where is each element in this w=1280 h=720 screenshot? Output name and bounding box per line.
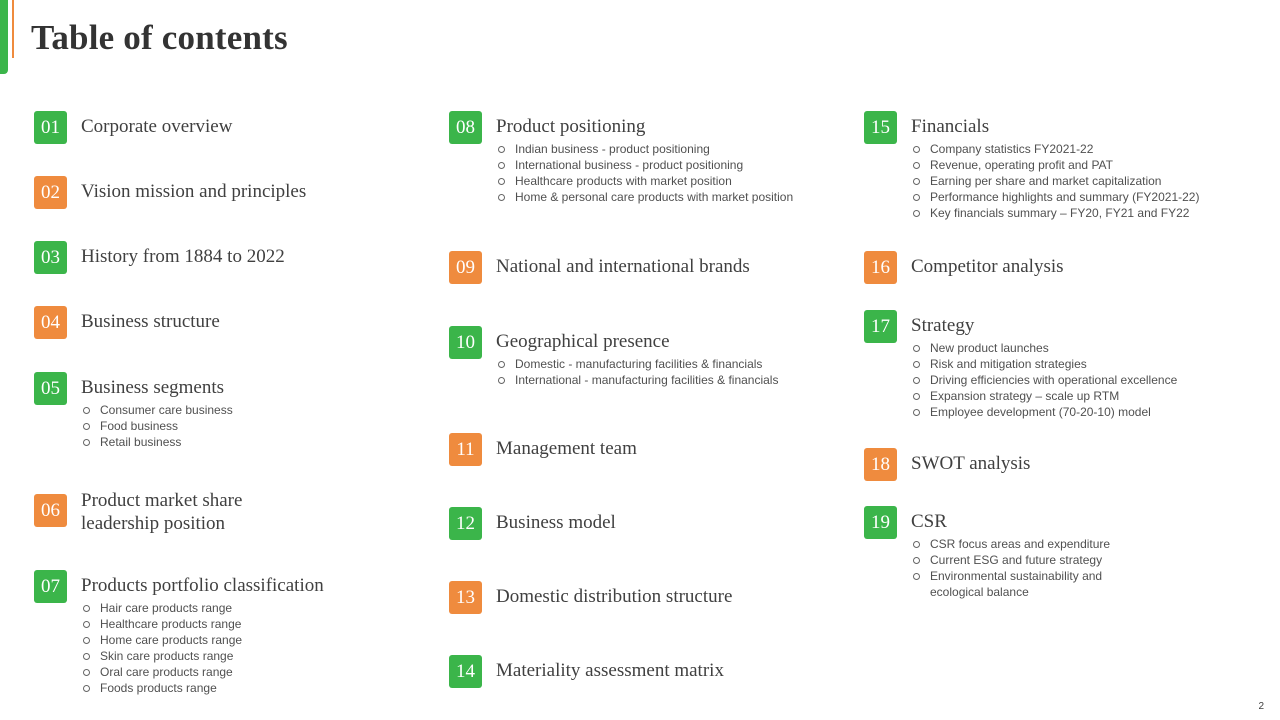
section-title: National and international brands [496,256,750,277]
subsection-item: Skin care products range [81,648,242,664]
subsection-list [911,340,1177,420]
section-number-badge: 19 [864,506,897,539]
subsection-item: International - manufacturing facilities & financials [496,372,778,388]
section-title-line: Product market share [81,490,243,511]
subsection-item: Home & personal care products with market position [496,189,793,205]
subsection-list [911,141,1199,221]
subsection-item: Expansion strategy – scale up RTM [911,388,1177,404]
subsection-item: Foods products range [81,680,242,696]
section-title: Competitor analysis [911,256,1064,277]
subsection-item: Domestic - manufacturing facilities & financials [496,356,778,372]
subsection-item: Employee development (70-20-10) model [911,404,1177,420]
subsection-item: Home care products range [81,632,242,648]
section-number-badge: 10 [449,326,482,359]
subsection-item: Company statistics FY2021-22 [911,141,1199,157]
subsection-list [911,536,1110,600]
subsection-list [496,356,778,388]
subsection-list [81,402,233,450]
section-title: Materiality assessment matrix [496,660,724,681]
subsection-item: Indian business - product positioning [496,141,793,157]
section-title: Business model [496,512,616,533]
section-title [81,489,242,535]
accent-bar [0,0,8,74]
subsection-item: Risk and mitigation strategies [911,356,1177,372]
section-number-badge: 12 [449,507,482,540]
section-title: History from 1884 to 2022 [81,246,285,267]
subsection-item: Performance highlights and summary (FY2021-22) [911,189,1199,205]
section-number-badge: 04 [34,306,67,339]
section-number-badge: 16 [864,251,897,284]
section-title: Corporate overview [81,116,233,137]
subsection-list [496,141,793,205]
subsection-item: Healthcare products with market position [496,173,793,189]
subsection-list [81,600,242,696]
section-number-badge: 02 [34,176,67,209]
subsection-item: International business - product positioning [496,157,793,173]
accent-line [12,0,14,58]
subsection-item: Environmental sustainability and [911,568,1110,584]
page-title: Table of contents [31,18,288,57]
section-number-badge: 11 [449,433,482,466]
section-number-badge: 07 [34,570,67,603]
section-title: Vision mission and principles [81,181,307,202]
section-number-badge: 14 [449,655,482,688]
section-title: Domestic distribution structure [496,586,733,607]
section-title: Product positioning [496,116,646,137]
section-title: Business segments [81,377,225,398]
page-number: 2 [1258,701,1264,712]
section-number-badge: 01 [34,111,67,144]
subsection-item: CSR focus areas and expenditure [911,536,1110,552]
section-title: CSR [911,511,947,532]
section-number-badge: 15 [864,111,897,144]
subsection-item: Retail business [81,434,233,450]
subsection-item: Food business [81,418,233,434]
subsection-item: Healthcare products range [81,616,242,632]
subsection-item: Earning per share and market capitalization [911,173,1199,189]
section-title: Geographical presence [496,331,670,352]
subsection-item: Revenue, operating profit and PAT [911,157,1199,173]
section-number-badge: 17 [864,310,897,343]
subsection-item: ecological balance [930,585,1029,599]
subsection-item: Oral care products range [81,664,242,680]
subsection-item: Hair care products range [81,600,242,616]
section-title: Strategy [911,315,975,336]
section-number-badge: 03 [34,241,67,274]
subsection-item: Consumer care business [81,402,233,418]
section-number-badge: 09 [449,251,482,284]
subsection-item: Current ESG and future strategy [911,552,1110,568]
section-title: SWOT analysis [911,453,1031,474]
section-number-badge: 05 [34,372,67,405]
section-title: Business structure [81,311,220,332]
subsection-item: Key financials summary – FY20, FY21 and FY22 [911,205,1199,221]
section-number-badge: 18 [864,448,897,481]
section-title: Products portfolio classification [81,575,324,596]
subsection-item: New product launches [911,340,1177,356]
section-title-line: leadership position [81,513,226,534]
subsection-item: Driving efficiencies with operational excellence [911,372,1177,388]
section-number-badge: 13 [449,581,482,614]
section-number-badge: 06 [34,494,67,527]
section-title: Financials [911,116,990,137]
section-title: Management team [496,438,637,459]
section-number-badge: 08 [449,111,482,144]
